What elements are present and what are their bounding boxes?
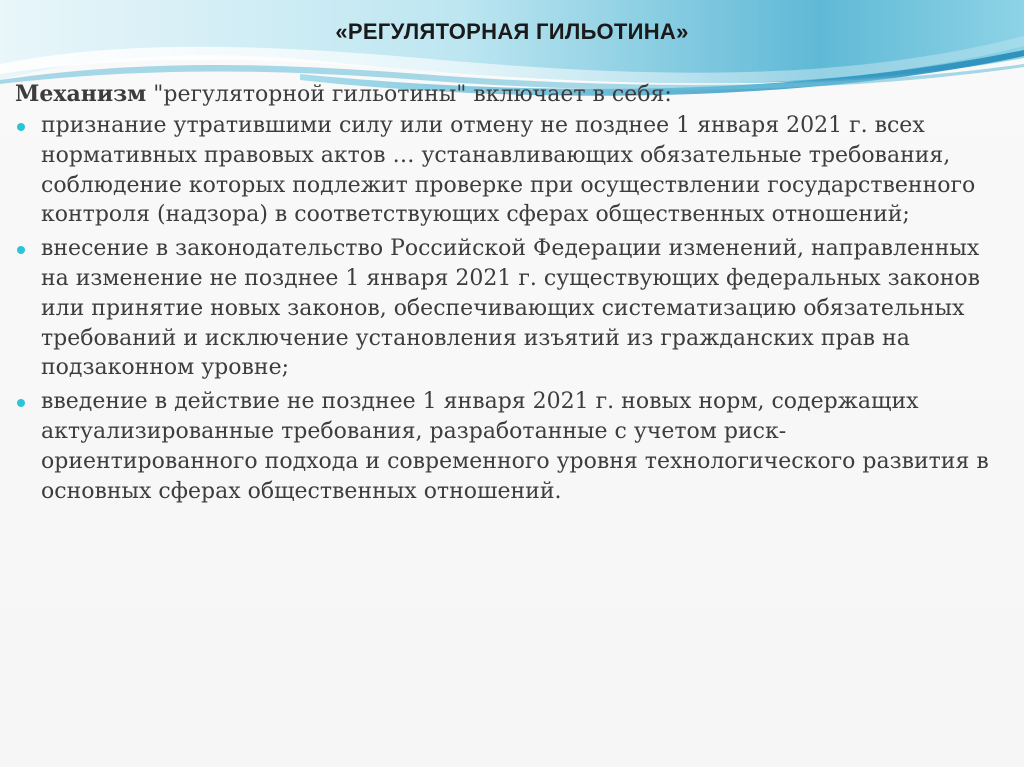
list-item (15, 111, 1000, 230)
bullet-list (15, 111, 1000, 506)
list-item (15, 387, 1000, 506)
list-item (15, 234, 1000, 383)
slide-body (15, 80, 1000, 510)
slide-title: «РЕГУЛЯТОРНАЯ ГИЛЬОТИНА» (335, 19, 689, 44)
bullet-text: признание утратившими силу или отмену не позднее 1 января 2021 г. всех нормативных правовых актов … устанавливающих обязательные требования, соблюдение которых подлежит проверке при осуществлении государственного контроля (надзора) в соответствующих сферах общественных отношений; (41, 113, 976, 228)
bullet-dot-icon (17, 399, 25, 407)
intro-bold-lead: Механизм (15, 81, 147, 107)
bullet-text: внесение в законодательство Российской Федерации изменений, направленных на изменение не позднее 1 января 2021 г. существующих федеральных законов или принятие новых законов, обеспечивающих систематизацию обязательных требований и исключение установления изъятий из гражданских прав на подзаконном уровне; (41, 236, 981, 381)
bullet-text: введение в действие не позднее 1 января 2021 г. новых норм, содержащих актуализированные требования, разработанные с учетом риск-ориентированного подхода и современного уровня технологического развития в основных сферах общественных отношений. (41, 389, 989, 504)
bullet-dot-icon (17, 123, 25, 131)
intro-paragraph (15, 80, 1000, 109)
intro-rest: "регуляторной гильотины" включает в себя: (146, 82, 672, 107)
bullet-dot-icon (17, 246, 25, 254)
